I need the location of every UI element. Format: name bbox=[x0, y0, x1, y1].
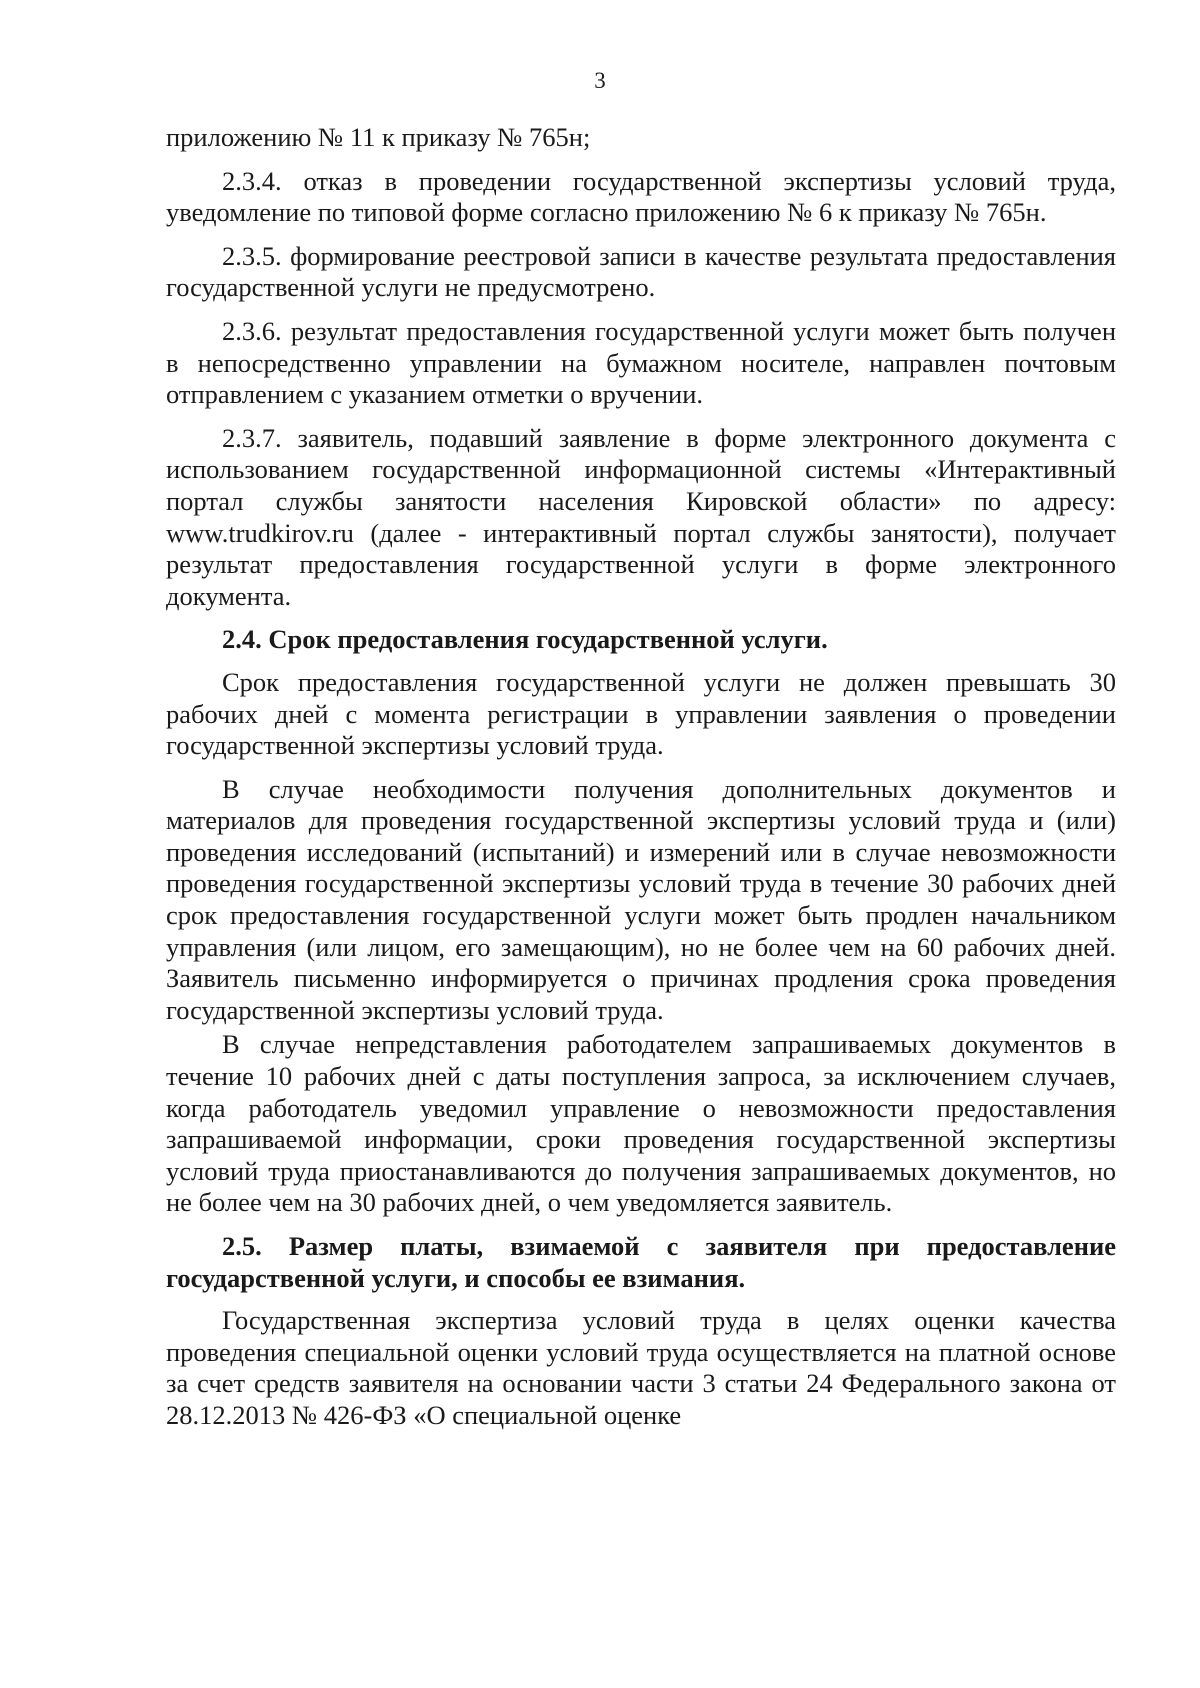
page-number: 3 bbox=[594, 68, 606, 93]
paragraph-2-3-7: 2.3.7. заявитель, подавший заявление в форме электронного документа с использованием государственной информационной системы «Интерактивный портал службы занятости населения Кировской области» по адресу: www.trudkirov.ru (далее - интерактивный портал службы занятости), получает результат предоставления государственной услуги в форме электронного документа. bbox=[166, 422, 1116, 611]
paragraph-2-3-4: 2.3.4. отказ в проведении государственной экспертизы условий труда, уведомление по типовой форме согласно приложению № 6 к приказу № 765н. bbox=[166, 165, 1116, 228]
paragraph-term-1: Срок предоставления государственной услуги не должен превышать 30 рабочих дней с момента регистрации в управлении заявления о проведении государственной экспертизы условий труда. bbox=[166, 666, 1116, 761]
paragraph-2-3-5: 2.3.5. формирование реестровой записи в качестве результата предоставления государственной услуги не предусмотрено. bbox=[166, 240, 1116, 303]
paragraph-term-2: В случае необходимости получения дополнительных документов и материалов для проведения государственной экспертизы условий труда и (или) проведения исследований (испытаний) и измерений или в случае невозможности проведения государственной экспертизы условий труда в течение 30 рабочих дней срок предоставления государственной услуги может быть продлен начальником управления (или лицом, его замещающим), но не более чем на 60 рабочих дней. Заявитель письменно информируется о причинах продления срока проведения государственной экспертизы условий труда. bbox=[166, 773, 1116, 1025]
section-heading-2-4: 2.4. Срок предоставления государственной услуги. bbox=[222, 624, 828, 655]
section-heading-2-5: 2.5. Размер платы, взимаемой с заявителя при предоставление государственной услуги, и способы ее взимания. bbox=[166, 1231, 1116, 1293]
paragraph-term-3: В случае непредставления работодателем запрашиваемых документов в течение 10 рабочих дней с даты поступления запроса, за исключением случаев, когда работодатель уведомил управление о невозможности предоставления запрашиваемой информации, сроки проведения государственной экспертизы условий труда приостанавливаются до получения запрашиваемых документов, но не более чем на 30 рабочих дней, о чем уведомляется заявитель. bbox=[166, 1029, 1116, 1218]
paragraph-continuation: приложению № 11 к приказу № 765н; bbox=[166, 122, 591, 152]
paragraph-2-3-6: 2.3.6. результат предоставления государственной услуги может быть получен в непосредственно управлении на бумажном носителе, направлен почтовым отправлением с указанием отметки о вручении. bbox=[166, 315, 1116, 410]
paragraph-fee: Государственная экспертиза условий труда в целях оценки качества проведения специальной оценки условий труда осуществляется на платной основе за счет средств заявителя на основании части 3 статьи 24 Федерального закона от 28.12.2013 № 426-ФЗ «О специальной оценке bbox=[166, 1305, 1116, 1430]
document-body bbox=[166, 122, 1116, 1444]
